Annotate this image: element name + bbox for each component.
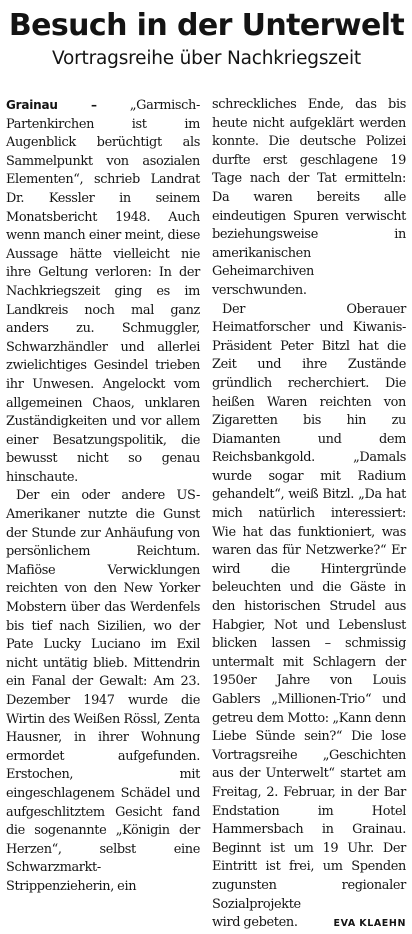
article-paragraph: Der ein oder andere US-Amerikaner nutzte die Gunst der Stunde zur Anhäufung von persönlichem Reichtum. Mafiöse Verwicklungen reichten von den New Yorker Mobstern über das Werdenfels bis tief nach Sizilien, wo der Pate Lucky Luciano im Exil nicht untätig blieb. Mittendrin ein Fanal der Gewalt: Am 23. Dezember 1947 wurde die Wirtin des Weißen Rössl, Zenta Hausner, in ihrer Wohnung ermordet aufgefunden. Erstochen, mit eingeschlagenem Schädel und aufgeschlitztem Gesicht fand die sogenannte „Königin der Herzen“, selbst eine Schwarzmarkt-Strippenzieherin, ein bbox=[6, 488, 200, 894]
article-paragraph: Der Oberauer Heimatforscher und Kiwanis-Präsident Peter Bitzl hat die Zeit und ihre Zustände gründlich recherchiert. Die heißen Waren reichten von Zigaretten bis hin zu Diamanten und dem Reichsbankgold. „Damals wurde sogar mit Radium gehandelt“, weiß Bitzl. „Da hat mich natürlich interessiert: Wie hat das funktioniert, was waren das für Netzwerke?“ Er wird die Hintergründe beleuchten und die Gäste in den historischen Strudel aus Habgier, Not und Lebenslust blicken lassen – schmissig untermalt mit Schlagern der 1950er Jahre von Louis Gablers „Millionen-Trio“ und getreu dem Motto: „Kann denn Liebe Sünde sein?“ Die lose Vortragsreihe „Geschichten aus der Unterwelt“ startet am Freitag, 2. Februar, in der Bar Endstation im Hotel Hammersbach in Grainau. Beginnt ist um 19 Uhr. Der Eintritt ist frei, um Spenden zugunsten regionaler Sozialprojekte bbox=[212, 301, 406, 912]
paragraph-text: „Garmisch-Partenkirchen ist im Augenblick berüchtigt als Sammelpunkt von asozialen Elementen“, schrieb Landrat Dr. Kessler in seinem Monatsbericht 1948. Auch wenn manch einer meint, diese Aussage hätte vielleicht nie ihre Geltung verloren: In der Nachkriegszeit ging es im Landkreis noch mal ganz anders zu. Schmuggler, Schwarzhändler und allerlei zwielichtiges Gesindel trieben ihr Unwesen. Angelockt vom allgemeinen Chaos, unklaren Zuständigkeiten und vor allem einer Besatzungspolitik, die bewusst nicht so genau hinschaute. bbox=[6, 98, 200, 485]
article-column-2 bbox=[212, 96, 406, 931]
article-paragraph: schreckliches Ende, das bis heute nicht aufgeklärt werden konnte. Die deutsche Polizei durfte erst geschlagene 19 Tage nach der Tat ermitteln: Da waren bereits alle eindeutigen Spuren verwischt beziehungsweise in amerikanischen Geheimarchiven verschwunden. bbox=[212, 97, 406, 298]
author-byline: EVA KLAEHN bbox=[333, 918, 406, 930]
article-headline: Besuch in der Unterwelt bbox=[8, 8, 405, 43]
article-paragraph bbox=[6, 96, 200, 487]
dateline: Grainau – bbox=[6, 98, 97, 112]
article-subheadline: Vortragsreihe über Nachkriegszeit bbox=[52, 48, 361, 69]
paragraph-text: wird gebeten. bbox=[212, 915, 298, 931]
article-body bbox=[6, 96, 406, 931]
article-column-1 bbox=[6, 96, 200, 894]
article-closing-line bbox=[212, 914, 406, 934]
